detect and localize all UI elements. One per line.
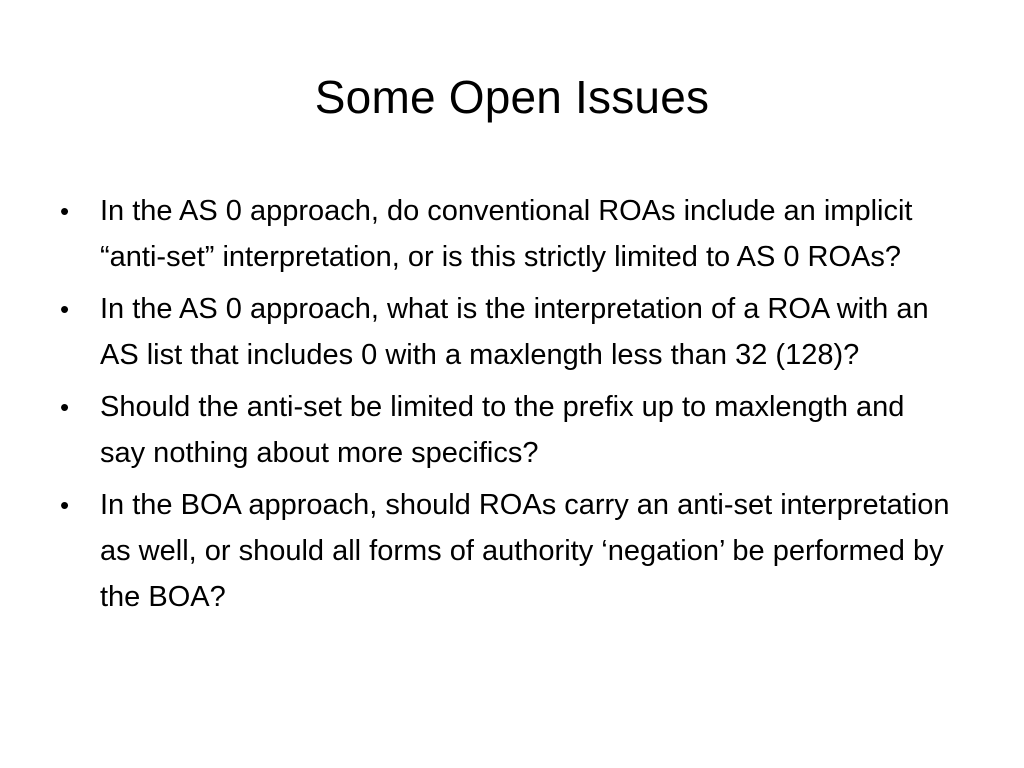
bullet-list bbox=[56, 188, 956, 626]
bullet-icon: • bbox=[60, 490, 70, 520]
bullet-text: In the AS 0 approach, do conventional ROAs include an implicit “anti-set” interpretation, or is this strictly limited to AS 0 ROAs? bbox=[100, 195, 913, 273]
bullet-text: In the BOA approach, should ROAs carry an anti-set interpretation as well, or should all forms of authority ‘negation’ be performed by the BOA? bbox=[100, 489, 950, 613]
bullet-item bbox=[56, 482, 956, 620]
bullet-icon: • bbox=[60, 392, 70, 422]
bullet-item bbox=[56, 286, 956, 378]
bullet-text: In the AS 0 approach, what is the interpretation of a ROA with an AS list that includes 0 with a maxlength less than 32 (128)? bbox=[100, 293, 929, 371]
slide-title: Some Open Issues bbox=[314, 71, 710, 123]
bullet-text: Should the anti-set be limited to the prefix up to maxlength and say nothing about more specifics? bbox=[100, 391, 905, 469]
bullet-item bbox=[56, 188, 956, 280]
bullet-item bbox=[56, 384, 956, 476]
bullet-icon: • bbox=[60, 196, 70, 226]
bullet-icon: • bbox=[60, 294, 70, 324]
